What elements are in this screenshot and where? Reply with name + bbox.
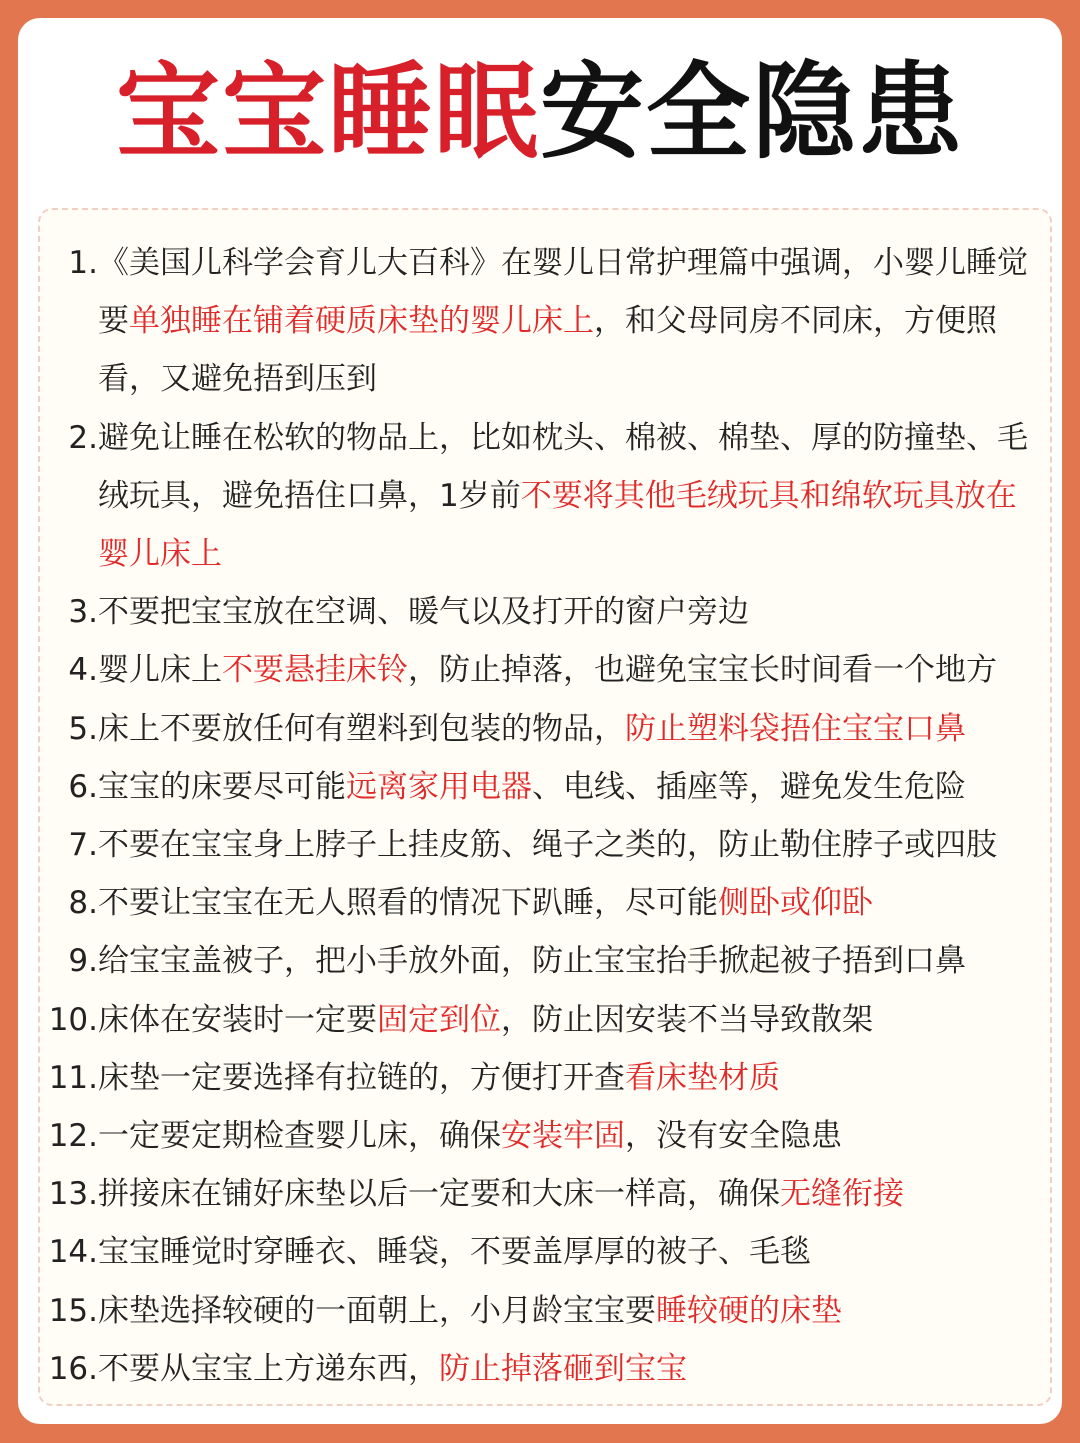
item-number: 14. xyxy=(48,1234,98,1271)
list-item xyxy=(40,1049,1054,1107)
highlighted-text: 看床垫材质 xyxy=(625,1059,780,1096)
item-number: 15. xyxy=(48,1292,98,1329)
item-text-segment: ，没有安全隐患 xyxy=(625,1118,842,1155)
item-text-segment: 宝宝的床要尽可能 xyxy=(98,768,346,805)
list-item xyxy=(40,1165,1054,1223)
list-item xyxy=(40,932,1054,990)
list-item xyxy=(40,758,1054,816)
item-number: 8. xyxy=(68,885,98,922)
item-text-segment: 《美国儿科学会育儿大百科》在婴儿日常护理篇中强调，小婴儿睡觉要 xyxy=(98,245,1028,340)
item-text xyxy=(98,932,1040,990)
item-text-segment: 不要把宝宝放在空调、暖气以及打开的窗户旁边 xyxy=(98,594,749,631)
item-number: 1. xyxy=(68,245,98,281)
item-text xyxy=(98,1165,1040,1223)
item-text-segment: 一定要定期检查婴儿床，确保 xyxy=(98,1118,501,1155)
tips-panel xyxy=(38,208,1052,1406)
highlighted-text: 防止掉落砸到宝宝 xyxy=(439,1350,687,1387)
item-text xyxy=(98,1340,1040,1398)
item-text xyxy=(98,816,1040,874)
list-item xyxy=(40,700,1054,758)
list-item xyxy=(40,991,1054,1049)
item-text-segment: 拼接床在铺好床垫以后一定要和大床一样高，确保 xyxy=(98,1176,780,1213)
item-text-segment: 床垫选择较硬的一面朝上，小月龄宝宝要 xyxy=(98,1292,656,1329)
item-text-segment: 床体在安装时一定要 xyxy=(98,1001,377,1038)
highlighted-text: 远离家用电器 xyxy=(346,768,532,805)
item-text-segment: 避免让睡在松软的物品上，比如枕头、棉被、棉垫、厚的防撞垫、毛绒玩具，避免捂住口鼻，1岁前 xyxy=(98,419,1028,514)
item-number: 9. xyxy=(68,943,98,980)
item-text-segment: 床垫一定要选择有拉链的，方便打开查 xyxy=(98,1059,625,1096)
item-text xyxy=(98,641,1040,699)
highlighted-text: 睡较硬的床垫 xyxy=(656,1292,842,1329)
item-text xyxy=(98,758,1040,816)
item-number: 16. xyxy=(48,1350,98,1387)
item-text xyxy=(98,234,1040,409)
item-number: 4. xyxy=(68,652,98,689)
item-text-segment: ，防止因安装不当导致散架 xyxy=(501,1001,873,1038)
item-text-segment: 不要让宝宝在无人照看的情况下趴睡，尽可能 xyxy=(98,885,718,922)
item-text xyxy=(98,409,1040,584)
list-item xyxy=(40,816,1054,874)
title-black-part: 安全隐患 xyxy=(540,51,965,173)
item-text-segment: 、电线、插座等，避免发生危险 xyxy=(532,768,966,805)
item-number: 2. xyxy=(68,419,98,456)
item-text-segment: 不要在宝宝身上脖子上挂皮筋、绳子之类的，防止勒住脖子或四肢 xyxy=(98,827,997,864)
item-text xyxy=(98,583,1040,641)
item-number: 3. xyxy=(68,594,98,631)
item-text xyxy=(98,1049,1040,1107)
tips-list xyxy=(40,234,1054,1398)
highlighted-text: 不要将其他毛绒玩具和绵软玩具放在婴儿床上 xyxy=(98,477,1017,573)
item-text xyxy=(98,700,1040,758)
item-number: 13. xyxy=(48,1176,98,1213)
item-number: 11. xyxy=(48,1059,98,1096)
list-item xyxy=(40,641,1054,699)
highlighted-text: 固定到位 xyxy=(377,1001,501,1038)
title-red-part: 宝宝睡眠 xyxy=(115,51,540,173)
item-text xyxy=(98,874,1040,932)
page-title xyxy=(0,52,1080,172)
list-item xyxy=(40,1282,1054,1340)
item-number: 10. xyxy=(48,1001,98,1038)
item-number: 6. xyxy=(68,768,98,805)
item-number: 12. xyxy=(48,1118,98,1155)
item-text-segment: 给宝宝盖被子，把小手放外面，防止宝宝抬手掀起被子捂到口鼻 xyxy=(98,943,966,980)
highlighted-text: 安装牢固 xyxy=(501,1118,625,1155)
item-text-segment: 床上不要放任何有塑料到包装的物品， xyxy=(98,710,625,747)
item-text xyxy=(98,1223,1040,1281)
item-text xyxy=(98,991,1040,1049)
item-text xyxy=(98,1107,1040,1165)
item-text-segment: ，防止掉落，也避免宝宝长时间看一个地方 xyxy=(408,652,997,689)
item-number: 7. xyxy=(68,827,98,864)
item-text xyxy=(98,1282,1040,1340)
list-item xyxy=(40,1340,1054,1398)
item-text-segment: 宝宝睡觉时穿睡衣、睡袋，不要盖厚厚的被子、毛毯 xyxy=(98,1234,811,1271)
highlighted-text: 单独睡在铺着硬质床垫的婴儿床上 xyxy=(129,303,594,340)
item-number: 5. xyxy=(68,710,98,747)
highlighted-text: 防止塑料袋捂住宝宝口鼻 xyxy=(625,710,966,747)
highlighted-text: 不要悬挂床铃 xyxy=(222,652,408,689)
highlighted-text: 侧卧或仰卧 xyxy=(718,885,873,922)
list-item xyxy=(40,874,1054,932)
item-text-segment: 婴儿床上 xyxy=(98,652,222,689)
list-item xyxy=(40,409,1054,584)
list-item xyxy=(40,1223,1054,1281)
list-item xyxy=(40,1107,1054,1165)
list-item xyxy=(40,583,1054,641)
highlighted-text: 无缝衔接 xyxy=(780,1176,904,1213)
item-text-segment: ，和父母同房不同床，方便照看，又避免捂到压到 xyxy=(98,303,997,398)
list-item xyxy=(40,234,1054,409)
item-text-segment: 不要从宝宝上方递东西， xyxy=(98,1350,439,1387)
